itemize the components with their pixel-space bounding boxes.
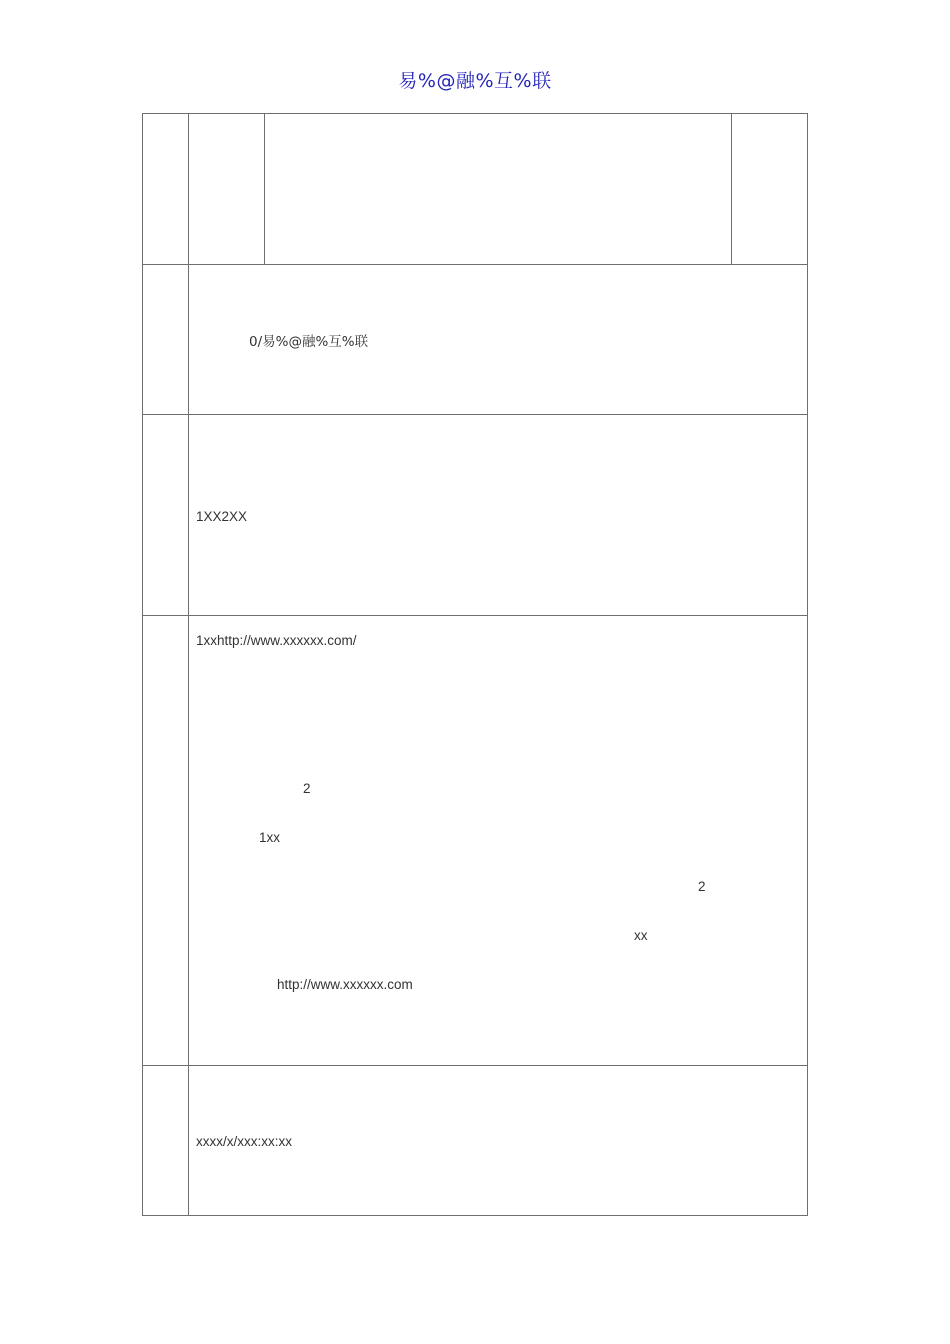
row-divider-3 xyxy=(142,615,808,616)
row5-value: xxxx/x/xxx:xx:xx xyxy=(196,1134,293,1149)
label-column-divider xyxy=(188,113,189,1216)
table-border-right xyxy=(807,113,808,1216)
row2-value: 0/易%@融%互%联 xyxy=(249,334,369,350)
row1-column-divider-b xyxy=(731,113,732,265)
row3-value: 1XX2XX xyxy=(196,509,248,524)
page-title: 易%@融%互%联 xyxy=(398,70,552,92)
row4-line-1: 1xxhttp://www.xxxxxx.com/ xyxy=(196,633,357,648)
table-border-top xyxy=(142,113,808,114)
row-divider-1 xyxy=(142,264,808,265)
table-border-bottom xyxy=(142,1215,808,1216)
row4-line-6: http://www.xxxxxx.com xyxy=(277,977,413,992)
row4-line-3: 1xx xyxy=(259,830,281,845)
row1-column-divider-a xyxy=(264,113,265,265)
row4-line-4: 2 xyxy=(698,879,706,894)
table-border-left xyxy=(142,113,143,1216)
row-divider-4 xyxy=(142,1065,808,1066)
row4-line-2: 2 xyxy=(303,781,311,796)
row-divider-2 xyxy=(142,414,808,415)
row4-line-5: xx xyxy=(634,928,648,943)
